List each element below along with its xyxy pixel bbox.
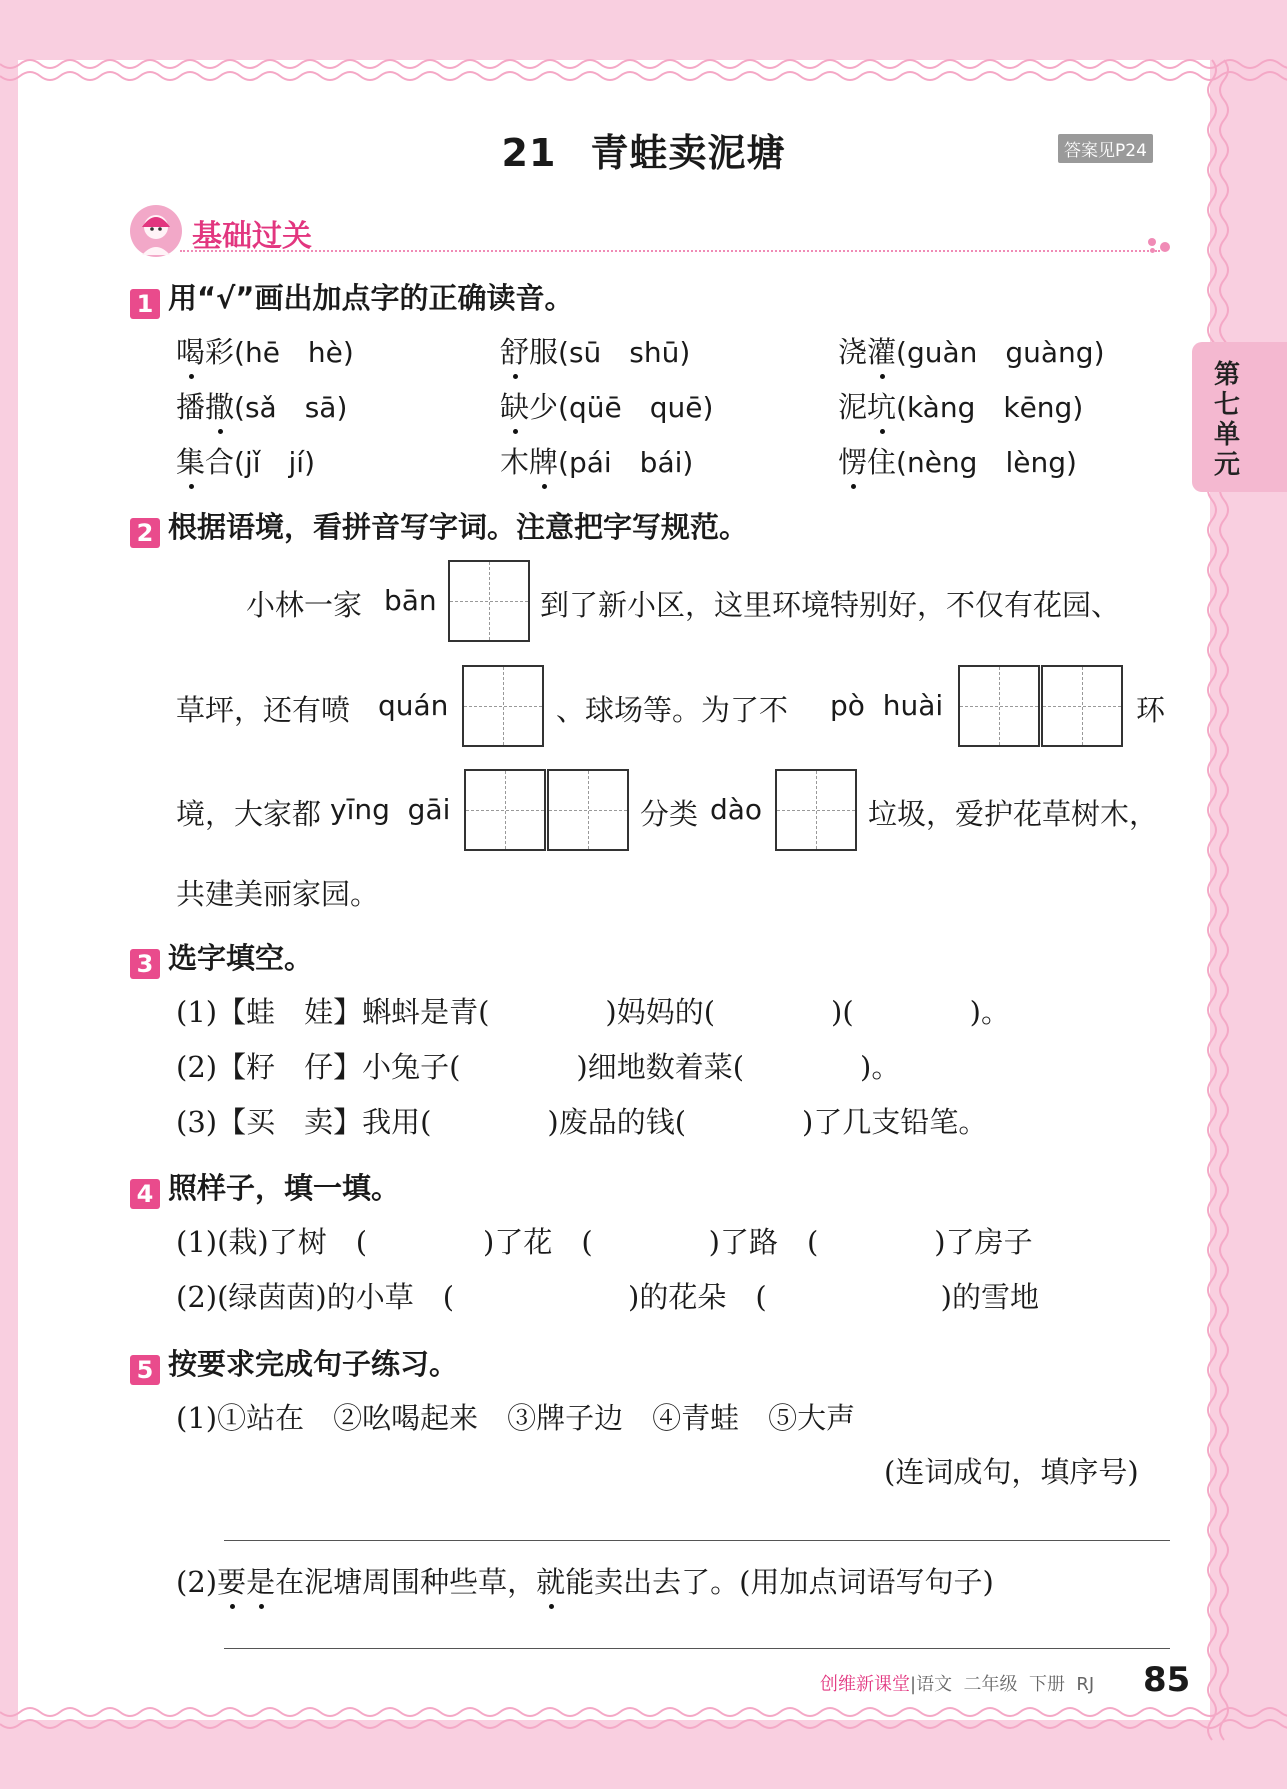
question-number: 2 (130, 518, 160, 548)
question-title: 选字填空。 (168, 941, 314, 975)
q2-pinyin: yīng gāi (330, 793, 451, 826)
pronunciation-item[interactable] (500, 440, 693, 481)
pinyin-options[interactable]: (nèng lèng) (896, 446, 1077, 479)
question-number: 5 (130, 1355, 160, 1385)
word-char: 少 (529, 390, 559, 424)
question-title: 按要求完成句子练习。 (168, 1347, 459, 1381)
question-number: 4 (130, 1179, 160, 1209)
pronunciation-item[interactable] (176, 440, 315, 481)
word-char: 服 (529, 335, 559, 369)
word-char: 木 (500, 445, 530, 479)
dotted-char: 就 (536, 1560, 565, 1601)
answer-line[interactable] (224, 1648, 1170, 1649)
footer (820, 1670, 1094, 1696)
q5-line-2 (176, 1560, 994, 1601)
footer-brand: 创维新课堂 (820, 1674, 910, 1695)
lesson-number: 21 (501, 131, 557, 175)
page-number: 85 (1143, 1660, 1191, 1700)
dotted-char: 喝 (176, 330, 205, 371)
decor-dot (1160, 242, 1170, 252)
pinyin-options[interactable]: (hē hè) (234, 336, 354, 369)
dotted-char: 集 (176, 440, 205, 481)
pronunciation-item[interactable] (838, 440, 1077, 481)
pinyin-options[interactable]: (sǎ sā) (234, 391, 348, 424)
dotted-char: 灌 (867, 330, 896, 371)
q2-pinyin: bān (384, 584, 437, 617)
q5-text: 能卖出去了。(用加点词语写句子) (565, 1565, 994, 1599)
q2-pinyin: dào (710, 793, 763, 826)
question-1-heading (130, 276, 573, 319)
question-2-heading (130, 505, 748, 548)
q4-line: (1)(栽)了树 ( )了花 ( )了路 ( )了房子 (176, 1225, 1033, 1259)
q2-text: 、球场等。为了不 (556, 693, 789, 727)
word-char: 彩 (205, 335, 235, 369)
dotted-char: 是 (246, 1560, 275, 1601)
q2-pinyin: quán (378, 689, 449, 722)
q5-text: 在泥塘周围种些草， (275, 1565, 537, 1599)
q2-pinyin: pò huài (830, 689, 944, 722)
dotted-char: 撒 (205, 385, 234, 426)
q2-text: 共建美丽家园。 (176, 877, 380, 911)
q5-line-1: (1)①站在 ②吆喝起来 ③牌子边 ④青蛙 ⑤大声 (176, 1401, 856, 1435)
pronunciation-item[interactable] (176, 330, 354, 371)
q2-text: 草坪，还有喷 (176, 693, 351, 727)
pinyin-options[interactable]: (sū shū) (558, 336, 691, 369)
q4-line: (2)(绿茵茵)的小草 ( )的花朵 ( )的雪地 (176, 1280, 1039, 1314)
pronunciation-item[interactable] (838, 330, 1105, 371)
dotted-char: 要 (217, 1560, 246, 1601)
q2-text: 境，大家都 (176, 797, 322, 831)
question-4-heading (130, 1166, 400, 1209)
dotted-char: 牌 (529, 440, 558, 481)
q5-text: (2) (176, 1565, 218, 1599)
writing-grid-box[interactable] (464, 769, 546, 851)
dotted-char: 缺 (500, 385, 529, 426)
q2-text: 垃圾，爱护花草树木， (868, 797, 1159, 831)
question-title: 用“√”画出加点字的正确读音。 (168, 281, 574, 315)
decor-dot (1148, 238, 1156, 246)
pinyin-options[interactable]: (guàn guàng) (896, 336, 1105, 369)
word-char: 合 (205, 445, 235, 479)
unit-label: 第七单元 (1214, 360, 1241, 480)
pinyin-options[interactable]: (qüē quē) (558, 391, 714, 424)
answer-line[interactable] (224, 1540, 1170, 1541)
writing-grid-box[interactable] (448, 560, 530, 642)
footer-info: |语文 二年级 下册 RJ (910, 1674, 1095, 1695)
unit-side-tab (1192, 342, 1287, 492)
q2-text: 分类 (640, 797, 699, 831)
writing-grid-box[interactable] (462, 665, 544, 747)
q2-text: 到了新小区，这里环境特别好，不仅有花园、 (540, 588, 1121, 622)
question-number: 1 (130, 289, 160, 319)
word-char: 住 (867, 445, 897, 479)
dotted-char: 舒 (500, 330, 529, 371)
word-char: 播 (176, 390, 206, 424)
lesson-title: 青蛙卖泥塘 (590, 131, 786, 175)
writing-grid-box[interactable] (1041, 665, 1123, 747)
decor-dot (1150, 248, 1155, 253)
writing-grid-box[interactable] (775, 769, 857, 851)
dotted-char: 愣 (838, 440, 867, 481)
question-title: 根据语境，看拼音写字词。注意把字写规范。 (168, 510, 749, 544)
pronunciation-item[interactable] (838, 385, 1083, 426)
pronunciation-item[interactable] (176, 385, 347, 426)
q5-line-1-note: (连词成句，填序号) (884, 1455, 1139, 1489)
question-number: 3 (130, 949, 160, 979)
q2-text: 小林一家 (246, 588, 363, 622)
pinyin-options[interactable]: (pái bái) (558, 446, 694, 479)
word-char: 泥 (838, 390, 868, 424)
pronunciation-item[interactable] (500, 330, 690, 371)
word-char: 浇 (838, 335, 868, 369)
q3-line: (3)【买 卖】我用( )废品的钱( )了几支铅笔。 (176, 1105, 988, 1139)
girl-avatar-icon (130, 205, 182, 257)
section-label: 基础过关 (192, 219, 312, 254)
q3-line: (1)【蛙 娃】蝌蚪是青( )妈妈的( )( )。 (176, 995, 1010, 1029)
question-title: 照样子，填一填。 (168, 1171, 401, 1205)
writing-grid-box[interactable] (547, 769, 629, 851)
q3-line: (2)【籽 仔】小兔子( )细地数着菜( )。 (176, 1050, 901, 1084)
q2-text: 环 (1136, 693, 1166, 727)
question-5-heading (130, 1342, 458, 1385)
question-3-heading (130, 936, 313, 979)
pronunciation-item[interactable] (500, 385, 713, 426)
writing-grid-box[interactable] (958, 665, 1040, 747)
pinyin-options[interactable]: (jǐ jí) (234, 446, 315, 479)
pinyin-options[interactable]: (kàng kēng) (896, 391, 1084, 424)
section-divider (180, 250, 1160, 252)
dotted-char: 坑 (867, 385, 896, 426)
answer-reference-badge: 答案见P24 (1058, 134, 1153, 163)
